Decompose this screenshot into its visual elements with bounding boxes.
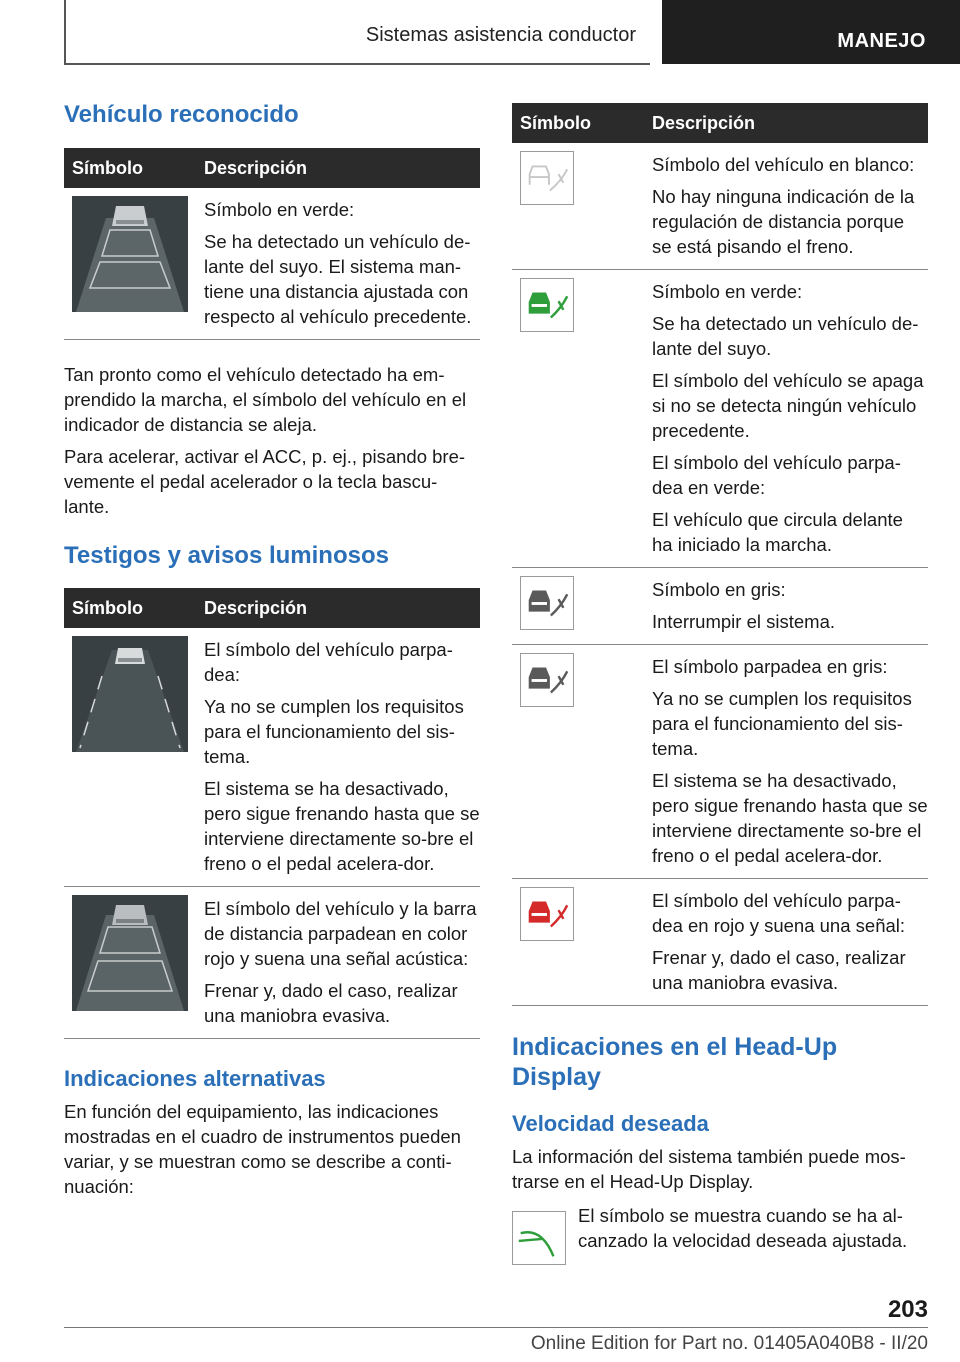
row-text: El sistema se ha desactivado, pero sigue frenando hasta que se interviene directamente so-bre el freno o el pedal acelera-dor. [204,778,480,874]
footer-edition: Online Edition for Part no. 01405A040B8 - II/20 [530,1333,928,1354]
lane-display-car-blinking-icon [72,636,188,752]
paragraph-marcha: Tan pronto como el vehículo detectado ha em-prendido la marcha, el símbolo del vehículo en el indicador de distancia se aleja. [64,364,467,435]
paragraph-acelerar: Para acelerar, activar el ACC, p. ej., pisando bre-vemente el pedal acelerador o la tecla bascu-lante. [64,446,466,517]
row-text: Interrumpir el sistema. [652,611,835,632]
heading-head-up-display: Indicaciones en el Head-Up Display [512,1033,838,1091]
row-text: El vehículo que circula delante ha iniciado la marcha. [652,509,903,555]
lane-display-car-green-icon [72,196,188,312]
hud-speed-gauge-icon [512,1211,566,1265]
col-header-description: Descripción [196,148,480,188]
heading-vehiculo-reconocido: Vehículo reconocido [64,101,299,128]
header-section-title: Sistemas asistencia conductor [365,24,636,46]
page-number: 203 [887,1296,928,1323]
table-row [512,645,928,879]
table-row [64,887,480,1039]
header-bottom-rule [64,63,650,65]
paragraph-alternativas: En función del equipamiento, las indicaciones mostradas en el cuadro de instrumentos pueden variar, y se muestran como se describe a conti-nuación: [64,1100,461,1197]
car-distance-red-icon [520,887,574,941]
car-distance-white-icon [520,151,574,205]
table-row [512,879,928,1006]
car-distance-green-icon [520,278,574,332]
car-distance-gray-icon [520,576,574,630]
table-row [64,628,480,887]
row-text: Símbolo en gris: [652,579,786,600]
header-chapter-tab: MANEJO [662,0,960,64]
row-text: El símbolo del vehículo parpa-dea: [204,639,453,685]
hud-symbol-row [512,1203,928,1265]
row-text: Se ha detectado un vehículo de-lante del suyo. El sistema man-tiene una distancia ajustada con respecto al vehículo precedente. [204,231,472,327]
table-row [64,188,480,340]
symbol-table-recognized [64,148,480,340]
lane-display-car-red-blinking-icon [72,895,188,1011]
heading-velocidad-deseada: Velocidad deseada [512,1111,709,1136]
row-text: El símbolo del vehículo y la barra de distancia parpadean en color rojo y suena una señal acústica: [204,898,477,969]
row-text: No hay ninguna indicación de la regulación de distancia porque se está pisando el freno. [652,186,915,257]
table-row [512,143,928,270]
footer-rule [64,1327,928,1328]
col-header-description: Descripción [644,103,928,143]
row-text: Se ha detectado un vehículo de-lante del suyo. [652,313,919,359]
row-text: El símbolo parpadea en gris: [652,656,888,677]
hud-symbol-text: El símbolo se muestra cuando se ha al-canzado la velocidad deseada ajustada. [578,1204,908,1251]
right-column [512,103,928,1265]
row-text: Ya no se cumplen los requisitos para el funcionamiento del sis-tema. [204,696,464,767]
row-text: Frenar y, dado el caso, realizar una maniobra evasiva. [204,980,458,1026]
col-header-description: Descripción [196,588,480,628]
col-header-symbol: Símbolo [64,588,196,628]
symbol-table-alternative [512,103,928,1006]
paragraph-hud: La información del sistema también puede mos-trarse en el Head-Up Display. [512,1145,906,1192]
heading-alternativas: Indicaciones alternativas [64,1066,326,1091]
table-row [512,270,928,568]
row-text: El sistema se ha desactivado, pero sigue frenando hasta que se interviene directamente so-bre el freno o el pedal acelera-dor. [652,770,928,866]
row-text: Ya no se cumplen los requisitos para el funcionamiento del sis-tema. [652,688,912,759]
col-header-symbol: Símbolo [64,148,196,188]
row-text: Símbolo del vehículo en blanco: [652,154,915,175]
row-text: Símbolo en verde: [204,199,355,220]
row-text: El símbolo del vehículo se apaga si no se detecta ningún vehículo precedente. [652,370,924,441]
symbol-table-warnings [64,588,480,1039]
left-column [64,100,480,1199]
row-text: El símbolo del vehículo parpa-dea en rojo y suena una señal: [652,890,906,936]
table-row [512,568,928,645]
car-distance-gray-blinking-icon [520,653,574,707]
col-header-symbol: Símbolo [512,103,644,143]
heading-testigos: Testigos y avisos luminosos [64,542,389,569]
row-text: El símbolo del vehículo parpa-dea en verde: [652,452,901,498]
row-text: Símbolo en verde: [652,281,803,302]
row-text: Frenar y, dado el caso, realizar una maniobra evasiva. [652,947,906,993]
